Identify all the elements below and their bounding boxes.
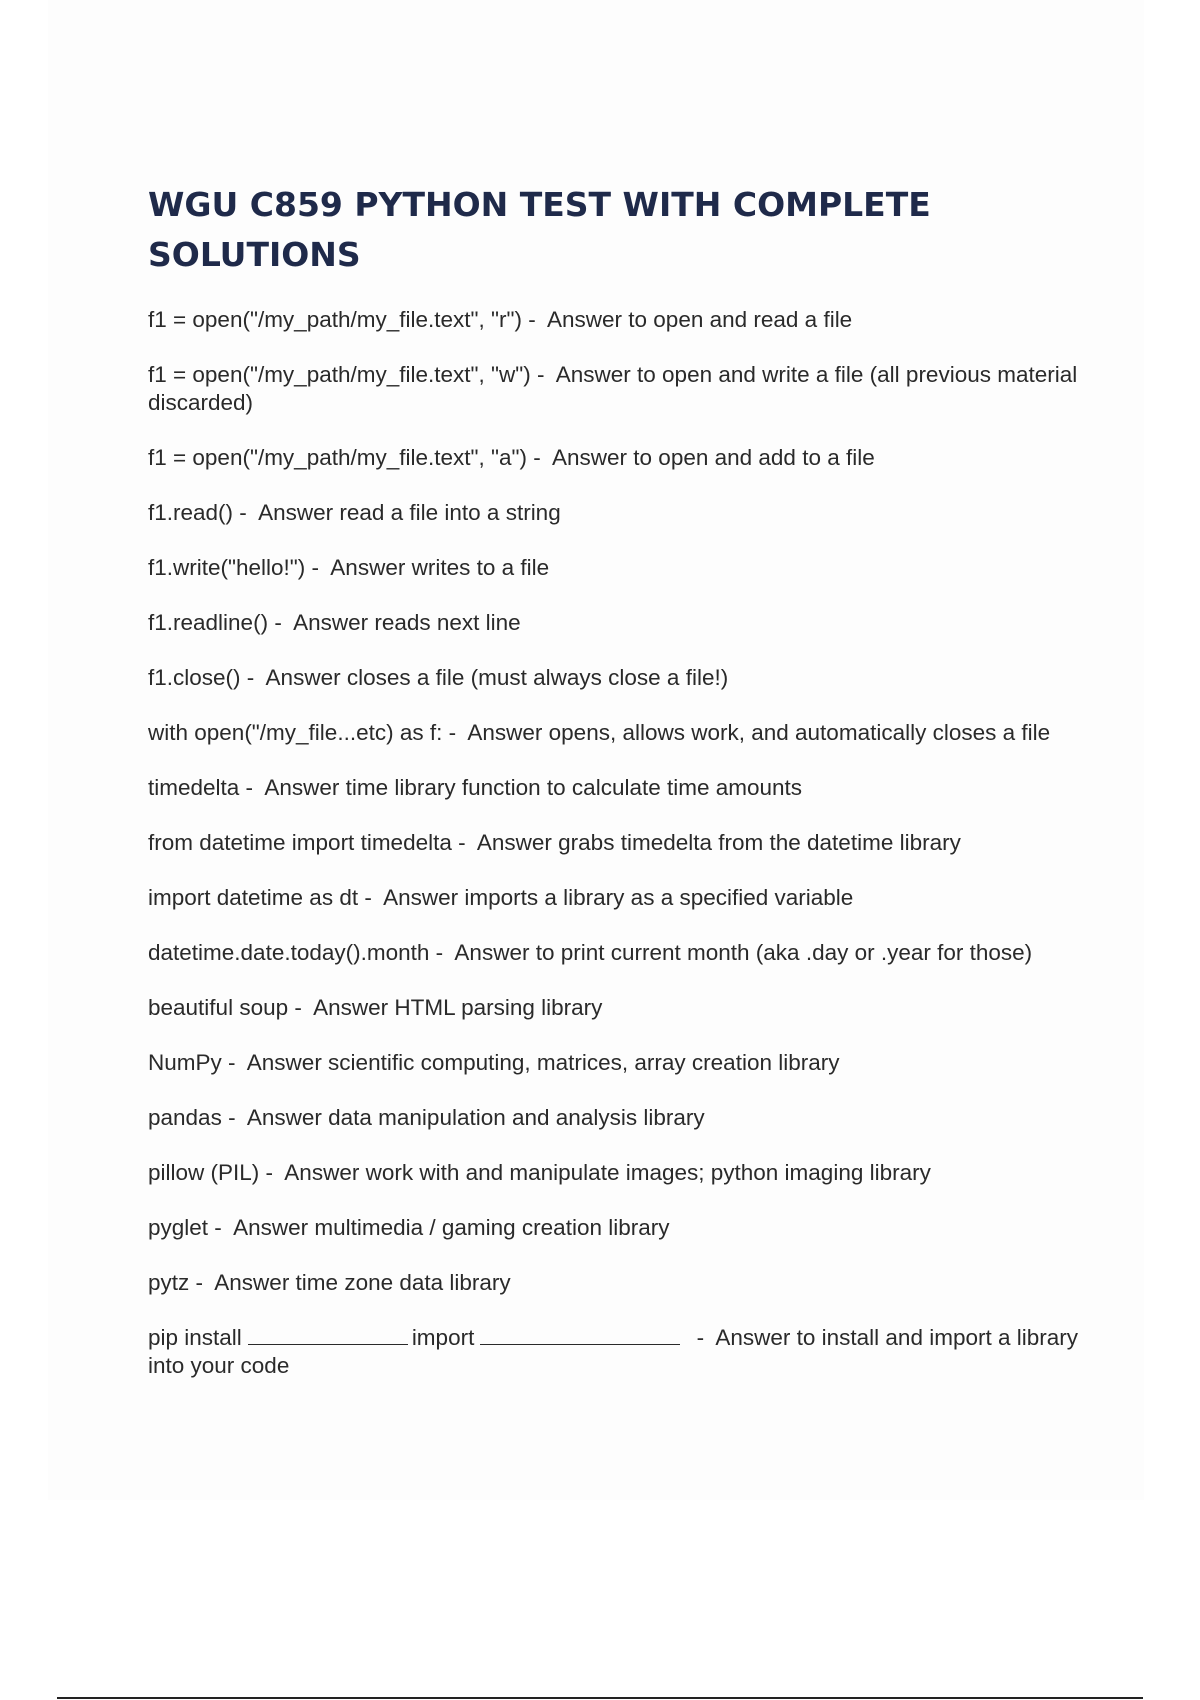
qa-answer: Answer multimedia / gaming creation library	[233, 1215, 670, 1240]
qa-term: timedelta	[148, 775, 240, 800]
qa-item	[148, 939, 1093, 967]
qa-separator: -	[429, 940, 455, 965]
qa-term: pillow (PIL)	[148, 1160, 260, 1185]
qa-item	[148, 1049, 1093, 1077]
qa-item	[148, 1269, 1093, 1297]
qa-term: NumPy	[148, 1050, 222, 1075]
qa-separator: -	[305, 555, 331, 580]
qa-separator: -	[268, 610, 294, 635]
qa-separator: -	[521, 307, 547, 332]
qa-answer: Answer grabs timedelta from the datetime library	[476, 830, 961, 855]
qa-answer: Answer read a file into a string	[258, 500, 561, 525]
qa-term-import: import	[411, 1325, 475, 1350]
qa-answer: Answer imports a library as a specified variable	[383, 885, 854, 910]
qa-separator: -	[451, 830, 477, 855]
qa-term: f1.read()	[148, 500, 234, 525]
qa-answer: Answer time library function to calculate time amounts	[264, 775, 803, 800]
qa-item	[148, 609, 1093, 637]
qa-answer: Answer closes a file (must always close a file!)	[265, 665, 729, 690]
qa-term-pip-install: pip install	[148, 1325, 242, 1350]
qa-answer: Answer HTML parsing library	[313, 995, 603, 1020]
qa-item	[148, 554, 1093, 582]
qa-term: pandas	[148, 1105, 222, 1130]
qa-answer: Answer opens, allows work, and automatically closes a file	[467, 720, 1051, 745]
qa-separator: -	[288, 995, 314, 1020]
qa-answer: Answer to open and write a file (all previous material discarded)	[148, 362, 1078, 415]
qa-term: f1.readline()	[148, 610, 269, 635]
fill-in-blank	[248, 1324, 408, 1345]
qa-term: with open("/my_file...etc) as f:	[148, 720, 443, 745]
qa-separator: -	[221, 1050, 247, 1075]
qa-separator: -	[221, 1105, 247, 1130]
document-title: WGU C859 PYTHON TEST WITH COMPLETE SOLUTIONS	[148, 185, 931, 274]
qa-term: pyglet	[148, 1215, 209, 1240]
qa-separator: -	[442, 720, 468, 745]
qa-term: pytz	[148, 1270, 190, 1295]
footer-divider	[57, 1697, 1143, 1699]
qa-item	[148, 664, 1093, 692]
qa-item-fill-in	[148, 1324, 1093, 1380]
qa-answer: Answer data manipulation and analysis library	[246, 1105, 705, 1130]
qa-term: f1.close()	[148, 665, 241, 690]
qa-answer: Answer scientific computing, matrices, array creation library	[246, 1050, 840, 1075]
qa-separator: -	[530, 362, 556, 387]
qa-item	[148, 994, 1093, 1022]
qa-item	[148, 1159, 1093, 1187]
qa-term: import datetime as dt	[148, 885, 359, 910]
qa-separator: -	[527, 445, 553, 470]
qa-item	[148, 306, 1093, 334]
qa-item	[148, 1104, 1093, 1132]
qa-item	[148, 829, 1093, 857]
qa-item	[148, 1214, 1093, 1242]
qa-term: f1.write("hello!")	[148, 555, 306, 580]
qa-answer: Answer to install and import a library into your code	[148, 1325, 1078, 1378]
qa-separator: -	[189, 1270, 215, 1295]
qa-answer: Answer reads next line	[293, 610, 521, 635]
qa-item	[148, 774, 1093, 802]
qa-item	[148, 719, 1093, 747]
qa-answer: Answer writes to a file	[330, 555, 550, 580]
qa-separator: -	[690, 1325, 716, 1350]
qa-separator: -	[208, 1215, 234, 1240]
qa-term: f1 = open("/my_path/my_file.text", "w")	[148, 362, 531, 387]
qa-answer: Answer to open and add to a file	[552, 445, 875, 470]
qa-term: datetime.date.today().month	[148, 940, 430, 965]
qa-answer: Answer to open and read a file	[547, 307, 853, 332]
qa-separator: -	[240, 665, 266, 690]
qa-answer: Answer time zone data library	[214, 1270, 511, 1295]
qa-answer: Answer work with and manipulate images; python imaging library	[284, 1160, 931, 1185]
qa-separator: -	[358, 885, 384, 910]
qa-separator: -	[259, 1160, 285, 1185]
qa-term: f1 = open("/my_path/my_file.text", "a")	[148, 445, 527, 470]
qa-item	[148, 361, 1093, 417]
qa-separator: -	[239, 775, 265, 800]
qa-list	[148, 306, 1093, 1380]
qa-item	[148, 444, 1093, 472]
qa-term: f1 = open("/my_path/my_file.text", "r")	[148, 307, 522, 332]
qa-separator: -	[233, 500, 259, 525]
fill-in-blank	[480, 1324, 680, 1345]
qa-term: beautiful soup	[148, 995, 289, 1020]
document-content	[148, 180, 1093, 1407]
qa-term: from datetime import timedelta	[148, 830, 452, 855]
qa-answer: Answer to print current month (aka .day or .year for those)	[454, 940, 1033, 965]
qa-item	[148, 884, 1093, 912]
qa-item	[148, 499, 1093, 527]
